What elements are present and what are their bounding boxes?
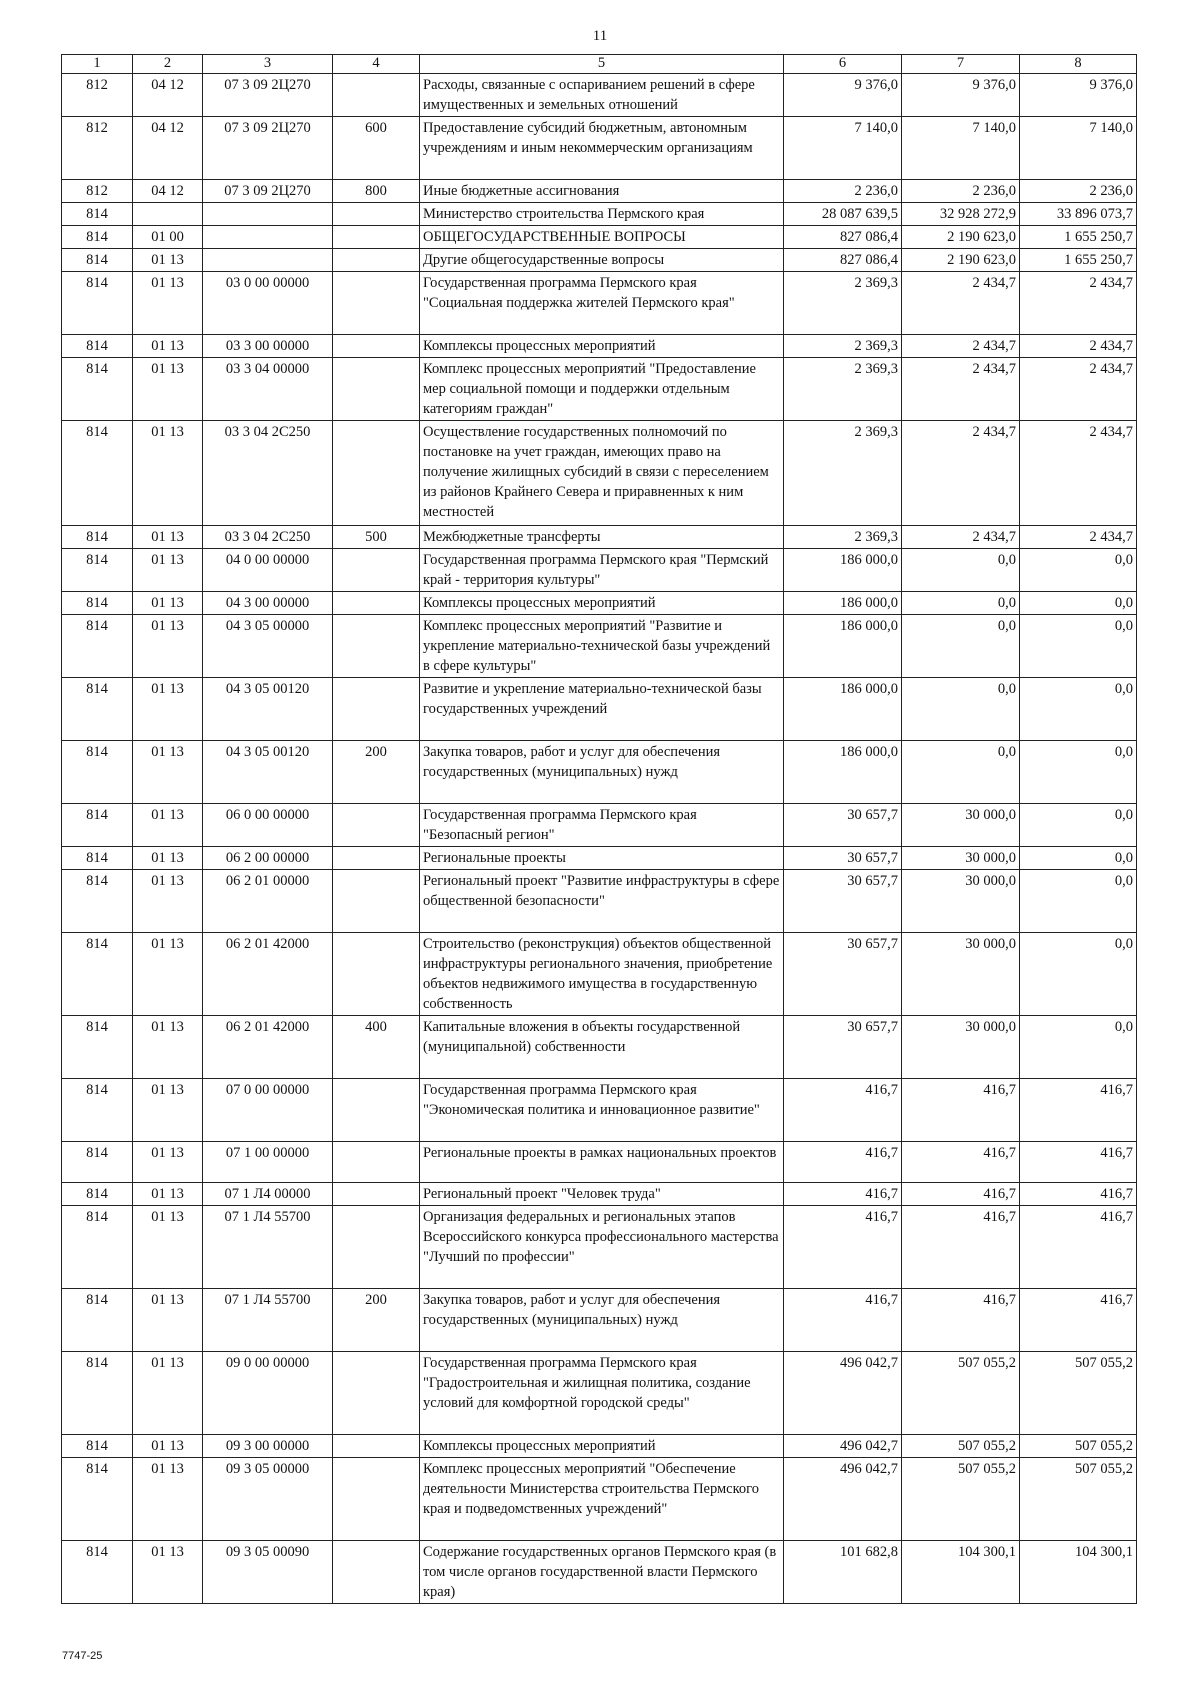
amount-cell: 416,7 <box>1020 1183 1137 1206</box>
amount-cell: 30 657,7 <box>784 804 902 847</box>
section-code-cell: 01 13 <box>133 249 203 272</box>
ministry-code-cell: 814 <box>62 1458 133 1541</box>
amount-cell: 0,0 <box>1020 1016 1137 1079</box>
ministry-code-cell: 814 <box>62 1183 133 1206</box>
target-article-cell: 04 3 05 00000 <box>203 615 333 678</box>
target-article-cell: 07 1 Л4 55700 <box>203 1289 333 1352</box>
amount-cell: 186 000,0 <box>784 615 902 678</box>
ministry-code-cell: 814 <box>62 592 133 615</box>
column-header: 5 <box>420 55 784 74</box>
section-code-cell: 01 13 <box>133 1435 203 1458</box>
section-code-cell: 01 13 <box>133 272 203 335</box>
section-code-cell: 04 12 <box>133 180 203 203</box>
expense-type-cell <box>333 804 420 847</box>
item-name-cell: Региональный проект "Человек труда" <box>420 1183 784 1206</box>
table-row <box>62 1183 1137 1206</box>
table-row <box>62 615 1137 678</box>
target-article-cell: 06 2 01 42000 <box>203 1016 333 1079</box>
ministry-code-cell: 814 <box>62 272 133 335</box>
item-name-cell: Закупка товаров, работ и услуг для обеспечения государственных (муниципальных) нужд <box>420 1289 784 1352</box>
item-name-cell: Содержание государственных органов Пермского края (в том числе органов государственной власти Пермского края) <box>420 1541 784 1604</box>
table-row <box>62 74 1137 117</box>
section-code-cell: 01 13 <box>133 1352 203 1435</box>
amount-cell: 7 140,0 <box>1020 117 1137 180</box>
expense-type-cell: 400 <box>333 1016 420 1079</box>
amount-cell: 30 000,0 <box>902 804 1020 847</box>
ministry-code-cell: 814 <box>62 249 133 272</box>
amount-cell: 2 434,7 <box>1020 421 1137 526</box>
amount-cell: 0,0 <box>1020 847 1137 870</box>
expense-type-cell <box>333 1183 420 1206</box>
target-article-cell <box>203 203 333 226</box>
item-name-cell: Закупка товаров, работ и услуг для обеспечения государственных (муниципальных) нужд <box>420 741 784 804</box>
section-code-cell: 01 13 <box>133 870 203 933</box>
target-article-cell: 06 2 00 00000 <box>203 847 333 870</box>
expense-type-cell <box>333 549 420 592</box>
item-name-cell: Государственная программа Пермского края "Градостроительная и жилищная политика, создание условий для комфортной городской среды" <box>420 1352 784 1435</box>
ministry-code-cell: 814 <box>62 335 133 358</box>
table-row <box>62 1016 1137 1079</box>
expense-type-cell <box>333 335 420 358</box>
amount-cell: 2 369,3 <box>784 358 902 421</box>
ministry-code-cell: 814 <box>62 1541 133 1604</box>
amount-cell: 0,0 <box>902 549 1020 592</box>
amount-cell: 496 042,7 <box>784 1352 902 1435</box>
amount-cell: 2 434,7 <box>1020 358 1137 421</box>
column-header: 6 <box>784 55 902 74</box>
table-row <box>62 1435 1137 1458</box>
amount-cell: 2 369,3 <box>784 272 902 335</box>
amount-cell: 2 236,0 <box>902 180 1020 203</box>
target-article-cell: 06 2 01 00000 <box>203 870 333 933</box>
item-name-cell: Государственная программа Пермского края "Экономическая политика и инновационное развитие" <box>420 1079 784 1142</box>
section-code-cell: 01 13 <box>133 1206 203 1289</box>
amount-cell: 0,0 <box>902 741 1020 804</box>
section-code-cell: 01 13 <box>133 1079 203 1142</box>
item-name-cell: Комплексы процессных мероприятий <box>420 1435 784 1458</box>
amount-cell: 416,7 <box>784 1079 902 1142</box>
amount-cell: 0,0 <box>1020 678 1137 741</box>
section-code-cell: 01 13 <box>133 549 203 592</box>
amount-cell: 186 000,0 <box>784 549 902 592</box>
ministry-code-cell: 814 <box>62 549 133 592</box>
amount-cell: 827 086,4 <box>784 226 902 249</box>
item-name-cell: Капитальные вложения в объекты государственной (муниципальной) собственности <box>420 1016 784 1079</box>
amount-cell: 30 657,7 <box>784 933 902 1016</box>
ministry-code-cell: 814 <box>62 615 133 678</box>
amount-cell: 2 236,0 <box>1020 180 1137 203</box>
amount-cell: 30 000,0 <box>902 870 1020 933</box>
amount-cell: 0,0 <box>1020 933 1137 1016</box>
amount-cell: 2 434,7 <box>902 358 1020 421</box>
table-row <box>62 272 1137 335</box>
amount-cell: 9 376,0 <box>902 74 1020 117</box>
ministry-code-cell: 814 <box>62 203 133 226</box>
ministry-code-cell: 814 <box>62 526 133 549</box>
amount-cell: 416,7 <box>1020 1289 1137 1352</box>
amount-cell: 9 376,0 <box>784 74 902 117</box>
amount-cell: 827 086,4 <box>784 249 902 272</box>
section-code-cell: 01 13 <box>133 804 203 847</box>
table-row <box>62 421 1137 526</box>
target-article-cell: 03 3 04 00000 <box>203 358 333 421</box>
expense-type-cell <box>333 933 420 1016</box>
target-article-cell: 04 0 00 00000 <box>203 549 333 592</box>
section-code-cell: 01 13 <box>133 678 203 741</box>
amount-cell: 101 682,8 <box>784 1541 902 1604</box>
expense-type-cell <box>333 358 420 421</box>
section-code-cell: 01 13 <box>133 615 203 678</box>
expense-type-cell <box>333 615 420 678</box>
table-row <box>62 226 1137 249</box>
section-code-cell: 01 00 <box>133 226 203 249</box>
table-row <box>62 1352 1137 1435</box>
amount-cell: 507 055,2 <box>902 1352 1020 1435</box>
item-name-cell: Государственная программа Пермского края "Пермский край - территория культуры" <box>420 549 784 592</box>
amount-cell: 416,7 <box>902 1289 1020 1352</box>
table-row <box>62 1206 1137 1289</box>
ministry-code-cell: 814 <box>62 1079 133 1142</box>
amount-cell: 2 369,3 <box>784 421 902 526</box>
amount-cell: 507 055,2 <box>902 1435 1020 1458</box>
table-row <box>62 549 1137 592</box>
ministry-code-cell: 814 <box>62 741 133 804</box>
expense-type-cell <box>333 592 420 615</box>
expense-type-cell <box>333 1541 420 1604</box>
expense-type-cell <box>333 203 420 226</box>
amount-cell: 2 434,7 <box>902 526 1020 549</box>
expense-type-cell: 600 <box>333 117 420 180</box>
amount-cell: 507 055,2 <box>1020 1352 1137 1435</box>
target-article-cell: 07 0 00 00000 <box>203 1079 333 1142</box>
ministry-code-cell: 814 <box>62 421 133 526</box>
ministry-code-cell: 814 <box>62 804 133 847</box>
amount-cell: 416,7 <box>784 1183 902 1206</box>
table-row <box>62 1079 1137 1142</box>
expense-type-cell <box>333 1079 420 1142</box>
amount-cell: 0,0 <box>1020 549 1137 592</box>
item-name-cell: Иные бюджетные ассигнования <box>420 180 784 203</box>
ministry-code-cell: 812 <box>62 74 133 117</box>
item-name-cell: Государственная программа Пермского края "Социальная поддержка жителей Пермского края" <box>420 272 784 335</box>
amount-cell: 30 657,7 <box>784 870 902 933</box>
amount-cell: 416,7 <box>1020 1079 1137 1142</box>
item-name-cell: Другие общегосударственные вопросы <box>420 249 784 272</box>
amount-cell: 0,0 <box>902 678 1020 741</box>
amount-cell: 416,7 <box>902 1079 1020 1142</box>
target-article-cell: 07 1 00 00000 <box>203 1142 333 1183</box>
amount-cell: 104 300,1 <box>902 1541 1020 1604</box>
section-code-cell: 04 12 <box>133 74 203 117</box>
section-code-cell <box>133 203 203 226</box>
amount-cell: 32 928 272,9 <box>902 203 1020 226</box>
expense-type-cell <box>333 421 420 526</box>
amount-cell: 28 087 639,5 <box>784 203 902 226</box>
amount-cell: 2 434,7 <box>1020 526 1137 549</box>
expense-type-cell <box>333 1352 420 1435</box>
target-article-cell: 09 3 05 00090 <box>203 1541 333 1604</box>
item-name-cell: Осуществление государственных полномочий по постановке на учет граждан, имеющих право на получение жилищных субсидий в связи с переселением из районов Крайнего Севера и приравненных к ним местностей <box>420 421 784 526</box>
section-code-cell: 01 13 <box>133 1183 203 1206</box>
expense-type-cell <box>333 226 420 249</box>
item-name-cell: Комплексы процессных мероприятий <box>420 592 784 615</box>
item-name-cell: Комплекс процессных мероприятий "Развитие и укрепление материально-технической базы учреждений в сфере культуры" <box>420 615 784 678</box>
amount-cell: 104 300,1 <box>1020 1541 1137 1604</box>
amount-cell: 186 000,0 <box>784 678 902 741</box>
amount-cell: 33 896 073,7 <box>1020 203 1137 226</box>
expense-type-cell <box>333 1458 420 1541</box>
item-name-cell: ОБЩЕГОСУДАРСТВЕННЫЕ ВОПРОСЫ <box>420 226 784 249</box>
amount-cell: 507 055,2 <box>1020 1435 1137 1458</box>
table-row <box>62 1458 1137 1541</box>
expense-type-cell <box>333 847 420 870</box>
target-article-cell: 04 3 05 00120 <box>203 741 333 804</box>
amount-cell: 2 236,0 <box>784 180 902 203</box>
amount-cell: 2 369,3 <box>784 526 902 549</box>
page-number: 11 <box>592 28 608 44</box>
amount-cell: 496 042,7 <box>784 1458 902 1541</box>
expense-type-cell <box>333 249 420 272</box>
ministry-code-cell: 814 <box>62 1352 133 1435</box>
expense-type-cell: 500 <box>333 526 420 549</box>
amount-cell: 7 140,0 <box>784 117 902 180</box>
target-article-cell: 09 3 00 00000 <box>203 1435 333 1458</box>
table-row <box>62 335 1137 358</box>
target-article-cell: 03 3 04 2С250 <box>203 421 333 526</box>
amount-cell: 0,0 <box>1020 615 1137 678</box>
table-row <box>62 249 1137 272</box>
table-row <box>62 741 1137 804</box>
ministry-code-cell: 814 <box>62 1435 133 1458</box>
item-name-cell: Организация федеральных и региональных этапов Всероссийского конкурса профессионального мастерства "Лучший по профессии" <box>420 1206 784 1289</box>
table-row <box>62 804 1137 847</box>
item-name-cell: Региональный проект "Развитие инфраструктуры в сфере общественной безопасности" <box>420 870 784 933</box>
table-row <box>62 1142 1137 1183</box>
document-code: 7747-25 <box>62 1650 103 1662</box>
amount-cell: 30 657,7 <box>784 1016 902 1079</box>
item-name-cell: Предоставление субсидий бюджетным, автономным учреждениям и иным некоммерческим организациям <box>420 117 784 180</box>
table-row <box>62 1289 1137 1352</box>
item-name-cell: Строительство (реконструкция) объектов общественной инфраструктуры регионального значения, приобретение объектов недвижимого имущества в государственную собственность <box>420 933 784 1016</box>
item-name-cell: Межбюджетные трансферты <box>420 526 784 549</box>
amount-cell: 416,7 <box>784 1142 902 1183</box>
expense-type-cell: 800 <box>333 180 420 203</box>
target-article-cell: 04 3 00 00000 <box>203 592 333 615</box>
amount-cell: 0,0 <box>1020 870 1137 933</box>
amount-cell: 416,7 <box>902 1142 1020 1183</box>
table-row <box>62 678 1137 741</box>
target-article-cell: 07 3 09 2Ц270 <box>203 74 333 117</box>
amount-cell: 2 434,7 <box>902 272 1020 335</box>
ministry-code-cell: 814 <box>62 1016 133 1079</box>
item-name-cell: Комплекс процессных мероприятий "Предоставление мер социальной помощи и поддержки отдельным категориям граждан" <box>420 358 784 421</box>
table-row <box>62 933 1137 1016</box>
amount-cell: 2 190 623,0 <box>902 226 1020 249</box>
amount-cell: 186 000,0 <box>784 592 902 615</box>
amount-cell: 0,0 <box>902 615 1020 678</box>
amount-cell: 30 657,7 <box>784 847 902 870</box>
ministry-code-cell: 814 <box>62 678 133 741</box>
table-body <box>62 74 1137 1604</box>
ministry-code-cell: 812 <box>62 180 133 203</box>
expense-type-cell <box>333 74 420 117</box>
expense-type-cell <box>333 1435 420 1458</box>
ministry-code-cell: 814 <box>62 1142 133 1183</box>
table-row <box>62 870 1137 933</box>
ministry-code-cell: 814 <box>62 1206 133 1289</box>
amount-cell: 186 000,0 <box>784 741 902 804</box>
target-article-cell: 07 3 09 2Ц270 <box>203 117 333 180</box>
amount-cell: 507 055,2 <box>902 1458 1020 1541</box>
amount-cell: 2 434,7 <box>1020 272 1137 335</box>
expense-type-cell <box>333 1142 420 1183</box>
amount-cell: 2 190 623,0 <box>902 249 1020 272</box>
expense-type-cell <box>333 272 420 335</box>
expense-type-cell <box>333 678 420 741</box>
ministry-code-cell: 814 <box>62 847 133 870</box>
section-code-cell: 01 13 <box>133 358 203 421</box>
amount-cell: 416,7 <box>784 1206 902 1289</box>
expense-type-cell <box>333 1206 420 1289</box>
table-row <box>62 358 1137 421</box>
ministry-code-cell: 814 <box>62 933 133 1016</box>
amount-cell: 416,7 <box>784 1289 902 1352</box>
target-article-cell: 03 3 04 2С250 <box>203 526 333 549</box>
table-row <box>62 592 1137 615</box>
item-name-cell: Министерство строительства Пермского края <box>420 203 784 226</box>
amount-cell: 416,7 <box>902 1183 1020 1206</box>
column-header: 1 <box>62 55 133 74</box>
target-article-cell: 07 3 09 2Ц270 <box>203 180 333 203</box>
target-article-cell: 09 3 05 00000 <box>203 1458 333 1541</box>
amount-cell: 507 055,2 <box>1020 1458 1137 1541</box>
section-code-cell: 01 13 <box>133 1289 203 1352</box>
section-code-cell: 01 13 <box>133 592 203 615</box>
amount-cell: 2 434,7 <box>902 421 1020 526</box>
section-code-cell: 01 13 <box>133 1016 203 1079</box>
target-article-cell: 09 0 00 00000 <box>203 1352 333 1435</box>
amount-cell: 30 000,0 <box>902 933 1020 1016</box>
section-code-cell: 04 12 <box>133 117 203 180</box>
section-code-cell: 01 13 <box>133 335 203 358</box>
target-article-cell: 03 0 00 00000 <box>203 272 333 335</box>
section-code-cell: 01 13 <box>133 933 203 1016</box>
amount-cell: 7 140,0 <box>902 117 1020 180</box>
amount-cell: 416,7 <box>1020 1206 1137 1289</box>
column-header: 4 <box>333 55 420 74</box>
amount-cell: 2 369,3 <box>784 335 902 358</box>
item-name-cell: Региональные проекты <box>420 847 784 870</box>
section-code-cell: 01 13 <box>133 741 203 804</box>
section-code-cell: 01 13 <box>133 1142 203 1183</box>
table-row <box>62 1541 1137 1604</box>
table-row <box>62 203 1137 226</box>
target-article-cell: 06 0 00 00000 <box>203 804 333 847</box>
column-header: 7 <box>902 55 1020 74</box>
amount-cell: 0,0 <box>1020 804 1137 847</box>
table-row <box>62 847 1137 870</box>
table-row <box>62 117 1137 180</box>
amount-cell: 0,0 <box>1020 741 1137 804</box>
amount-cell: 416,7 <box>1020 1142 1137 1183</box>
expense-type-cell: 200 <box>333 741 420 804</box>
amount-cell: 1 655 250,7 <box>1020 226 1137 249</box>
section-code-cell: 01 13 <box>133 1541 203 1604</box>
amount-cell: 2 434,7 <box>902 335 1020 358</box>
amount-cell: 496 042,7 <box>784 1435 902 1458</box>
ministry-code-cell: 814 <box>62 226 133 249</box>
item-name-cell: Государственная программа Пермского края "Безопасный регион" <box>420 804 784 847</box>
amount-cell: 0,0 <box>1020 592 1137 615</box>
section-code-cell: 01 13 <box>133 1458 203 1541</box>
column-number-row <box>62 55 1137 74</box>
ministry-code-cell: 814 <box>62 1289 133 1352</box>
expense-type-cell <box>333 870 420 933</box>
expense-type-cell: 200 <box>333 1289 420 1352</box>
item-name-cell: Региональные проекты в рамках национальных проектов <box>420 1142 784 1183</box>
ministry-code-cell: 814 <box>62 358 133 421</box>
table-row <box>62 180 1137 203</box>
amount-cell: 9 376,0 <box>1020 74 1137 117</box>
item-name-cell: Комплекс процессных мероприятий "Обеспечение деятельности Министерства строительства Пермского края и подведомственных учреждений" <box>420 1458 784 1541</box>
item-name-cell: Развитие и укрепление материально-технической базы государственных учреждений <box>420 678 784 741</box>
column-header: 2 <box>133 55 203 74</box>
section-code-cell: 01 13 <box>133 526 203 549</box>
column-header: 3 <box>203 55 333 74</box>
target-article-cell: 06 2 01 42000 <box>203 933 333 1016</box>
amount-cell: 1 655 250,7 <box>1020 249 1137 272</box>
target-article-cell: 07 1 Л4 00000 <box>203 1183 333 1206</box>
target-article-cell <box>203 226 333 249</box>
item-name-cell: Расходы, связанные с оспариванием решений в сфере имущественных и земельных отношений <box>420 74 784 117</box>
target-article-cell: 07 1 Л4 55700 <box>203 1206 333 1289</box>
item-name-cell: Комплексы процессных мероприятий <box>420 335 784 358</box>
table-row <box>62 526 1137 549</box>
section-code-cell: 01 13 <box>133 421 203 526</box>
target-article-cell: 04 3 05 00120 <box>203 678 333 741</box>
target-article-cell <box>203 249 333 272</box>
target-article-cell: 03 3 00 00000 <box>203 335 333 358</box>
amount-cell: 0,0 <box>902 592 1020 615</box>
ministry-code-cell: 814 <box>62 870 133 933</box>
amount-cell: 416,7 <box>902 1206 1020 1289</box>
amount-cell: 2 434,7 <box>1020 335 1137 358</box>
column-header: 8 <box>1020 55 1137 74</box>
section-code-cell: 01 13 <box>133 847 203 870</box>
budget-table <box>61 54 1137 1604</box>
ministry-code-cell: 812 <box>62 117 133 180</box>
amount-cell: 30 000,0 <box>902 1016 1020 1079</box>
amount-cell: 30 000,0 <box>902 847 1020 870</box>
